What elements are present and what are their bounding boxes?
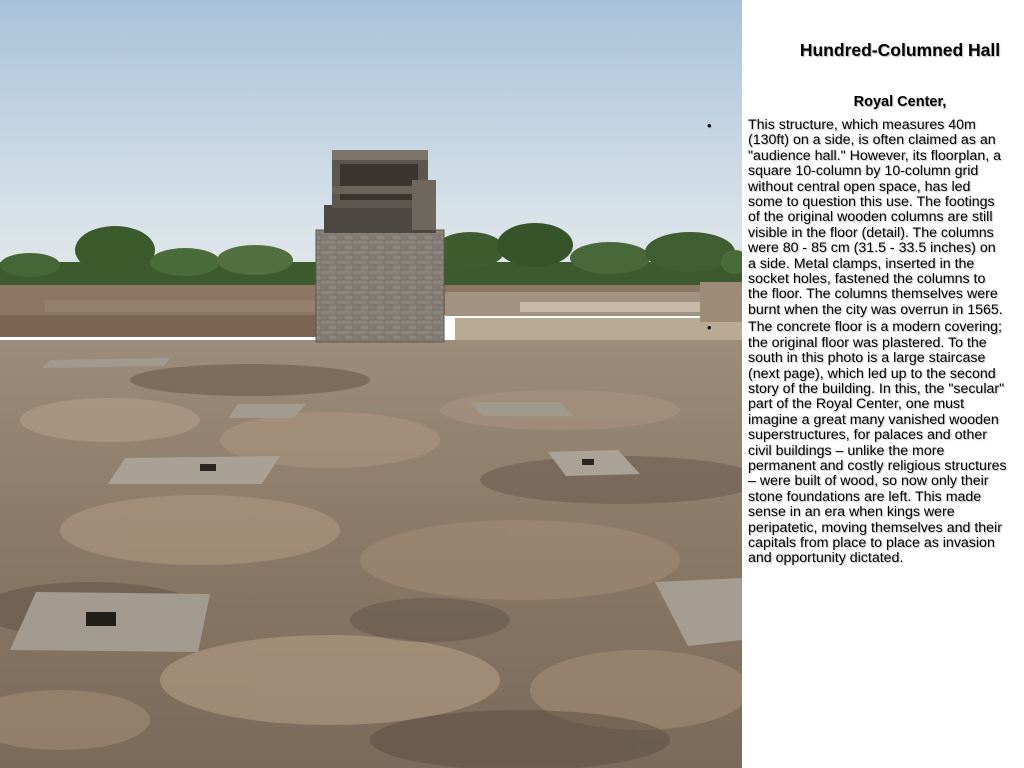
- bullet-item: [707, 118, 1007, 318]
- slide-subtitle: Royal Center,: [853, 94, 947, 110]
- brick-pillar: [316, 150, 444, 342]
- bullet-item: [707, 320, 1007, 567]
- bullet-text: This structure, which measures 40m (130ft) on a side, is often claimed as an "audience hall." However, its floorplan, a square 10-column by 10-column grid without central open space, has led some to question this use. The footings of the original wooden columns are still visible in the floor (detail). The columns were 80 - 85 cm (31.5 - 33.5 inches) on a side. Metal clamps, inserted in the socket holes, fastened the columns to the floor. The columns themselves were burnt when the city was overrun in 1565.: [748, 117, 1003, 318]
- slide-title: Hundred-Columned Hall: [799, 40, 1001, 60]
- bullet-icon: •: [707, 320, 712, 336]
- bullet-text: The concrete floor is a modern covering; the original floor was plastered. To the south in this photo is a large staircase (next page), which led up to the second story of the building. In this, the "secular" part of the Royal Center, one must imagine a great many vanished wooden superstructures, for palaces and other civil buildings – unlike the more permanent and costly religious structures – were built of wood, so now only their stone foundations are left. This made sense in an era when kings were peripatetic, moving themselves and their capitals from place to place as invasion and opportunity dictated.: [748, 319, 1007, 567]
- bullet-list: [707, 118, 1007, 569]
- bullet-icon: •: [707, 118, 712, 133]
